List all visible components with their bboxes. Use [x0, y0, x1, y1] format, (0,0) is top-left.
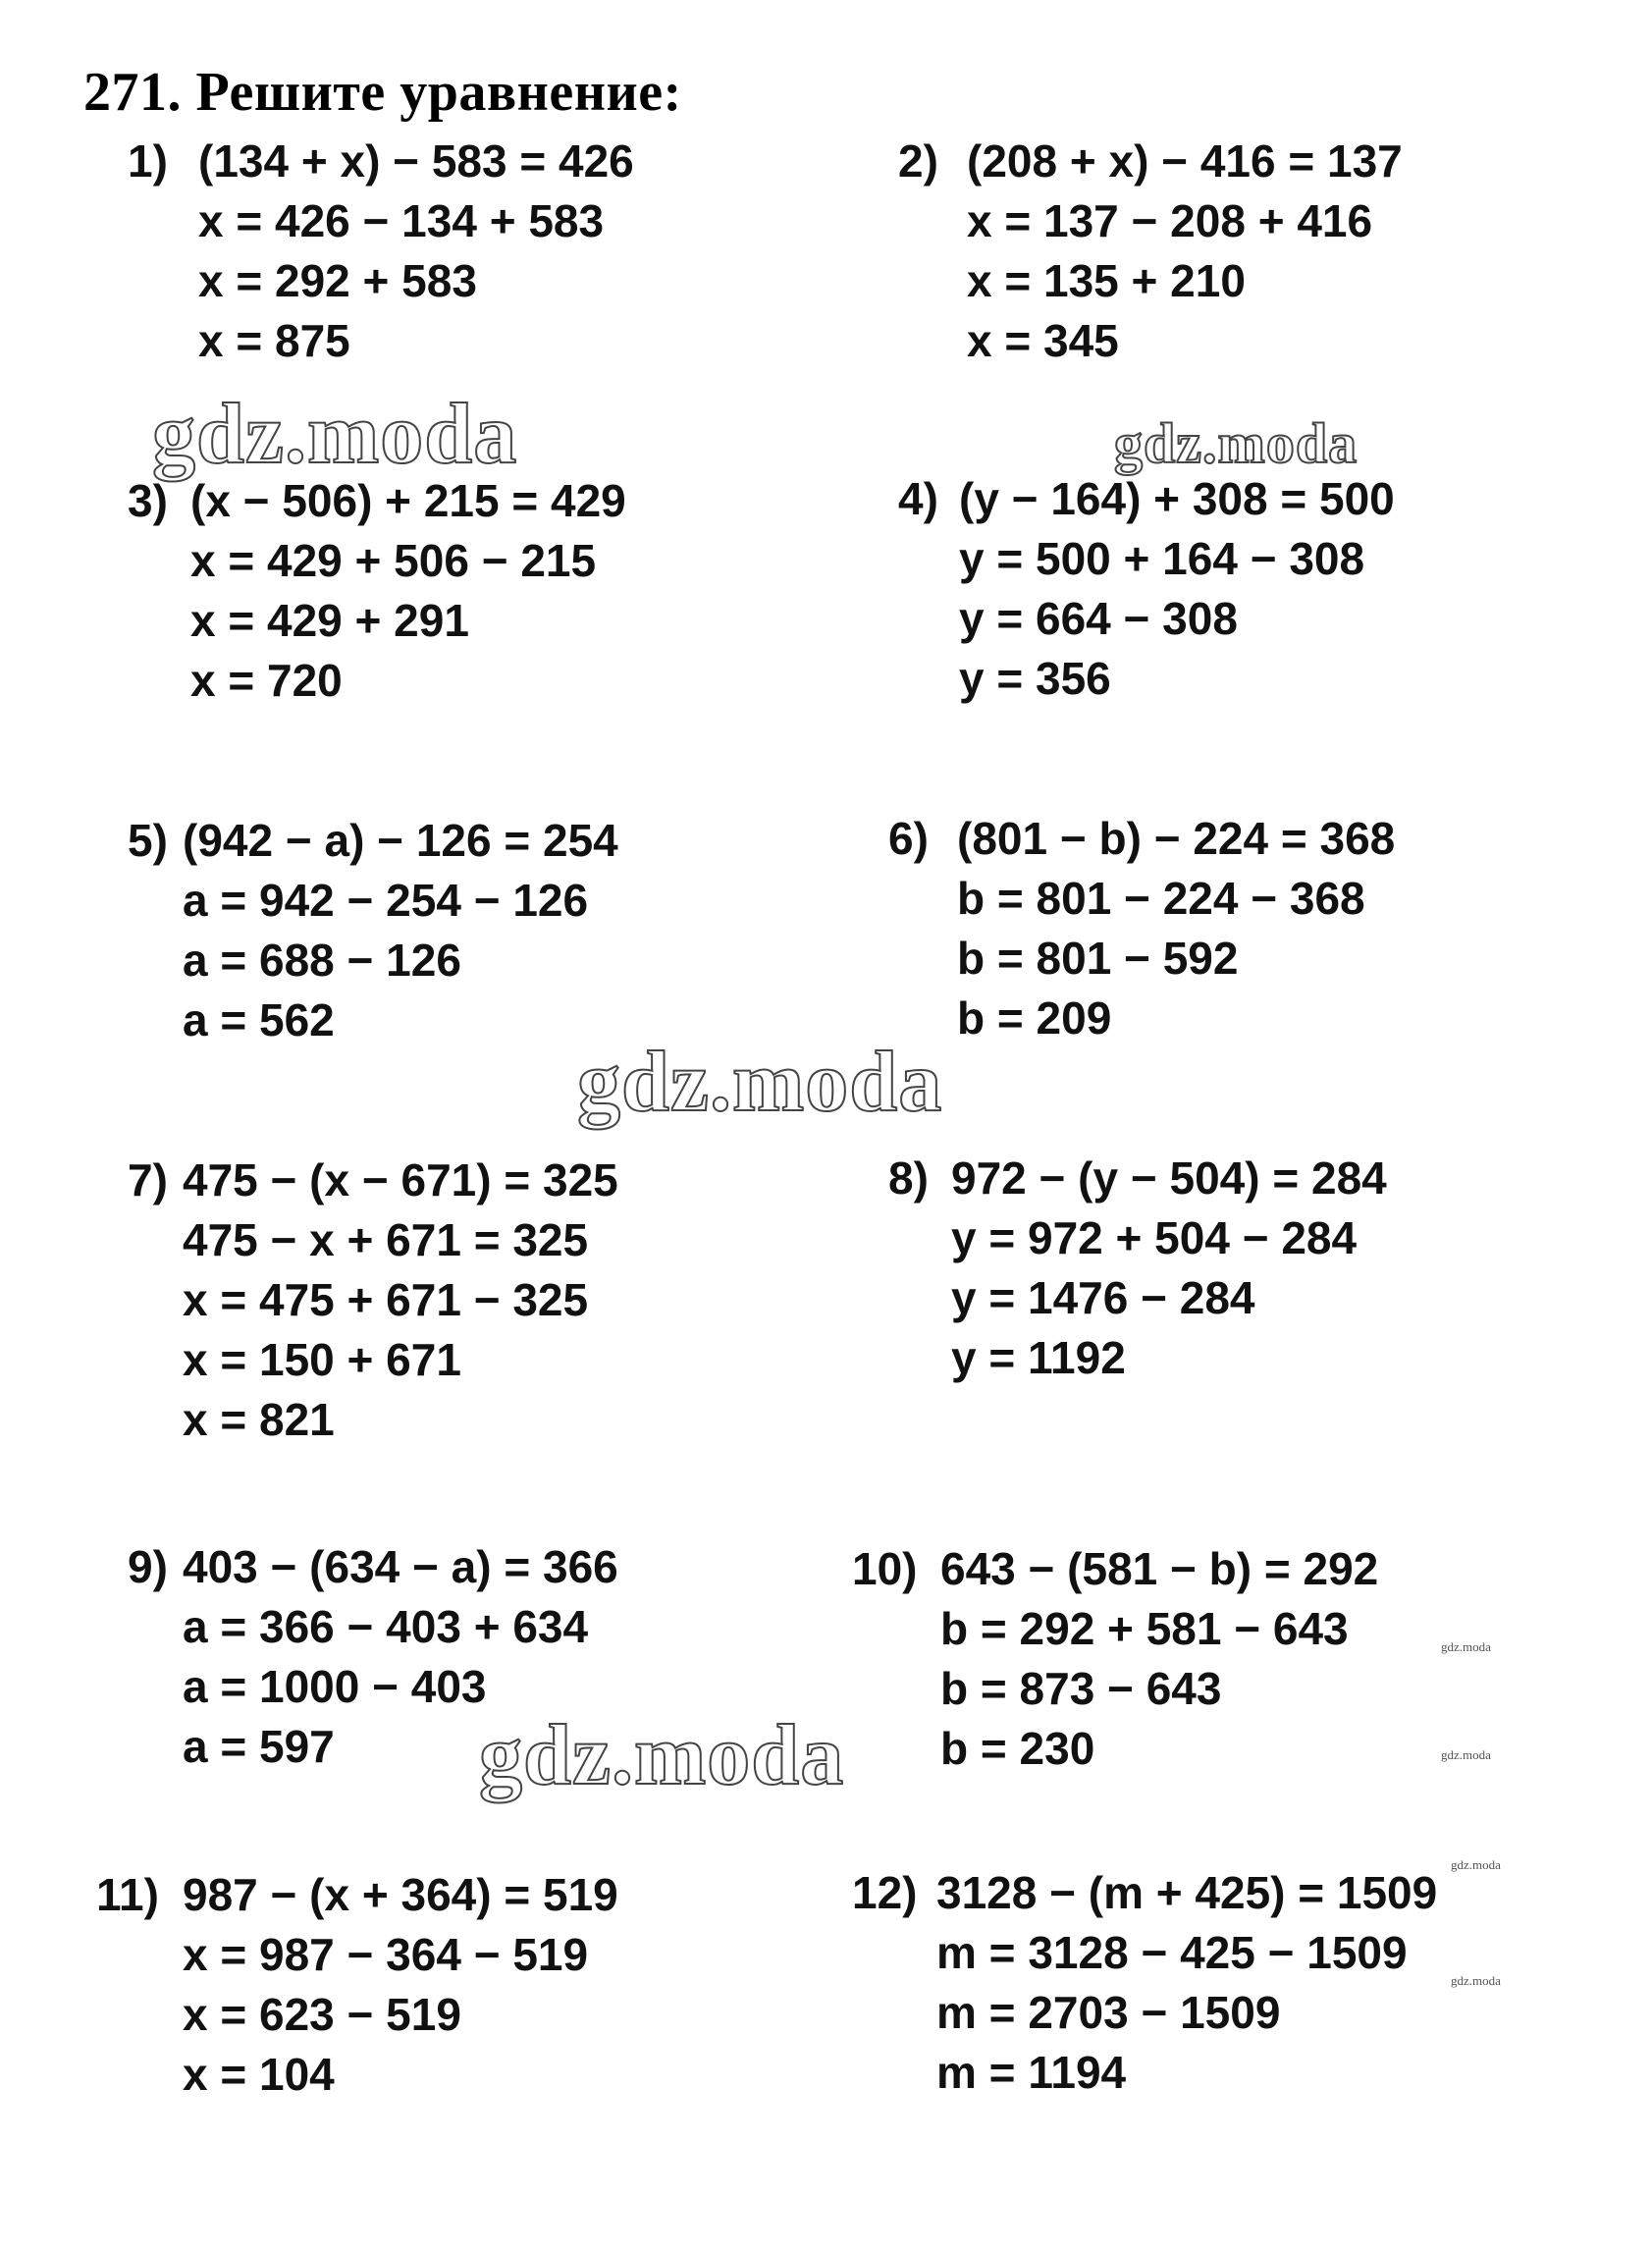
- equation: 643 − (581 − b) = 292: [940, 1543, 1379, 1594]
- equation: (x − 506) + 215 = 429: [190, 475, 626, 526]
- watermark: gdz.moda: [1441, 1747, 1491, 1762]
- solution-step: y = 1476 − 284: [951, 1272, 1255, 1323]
- solution-step: y = 500 + 164 − 308: [959, 533, 1365, 584]
- solution-answer: a = 597: [183, 1721, 335, 1772]
- watermark: gdz.moda: [479, 1708, 845, 1803]
- problem-number: 7): [128, 1154, 168, 1205]
- problem-number: 1): [128, 135, 168, 187]
- problem-7: [128, 1151, 618, 1450]
- problem-3: [128, 471, 626, 711]
- problem-number: 12): [852, 1867, 918, 1918]
- solution-answer: x = 345: [967, 315, 1119, 366]
- solution-step: y = 972 + 504 − 284: [951, 1212, 1358, 1263]
- problem-11: [96, 1865, 618, 2105]
- solution-answer: a = 562: [183, 994, 335, 1045]
- equation: (208 + x) − 416 = 137: [967, 135, 1403, 187]
- problem-1: [128, 132, 634, 371]
- problem-number: 5): [128, 815, 168, 866]
- problem-6: [888, 809, 1395, 1048]
- equation: (y − 164) + 308 = 500: [959, 473, 1395, 524]
- problem-number: 8): [888, 1152, 929, 1204]
- watermark: gdz.moda: [1451, 1857, 1501, 1872]
- solution-step: a = 942 − 254 − 126: [183, 875, 589, 926]
- solution-answer: x = 821: [183, 1394, 335, 1445]
- solution-step: 475 − x + 671 = 325: [183, 1214, 589, 1265]
- solution-step: y = 664 − 308: [959, 593, 1238, 644]
- equation: (942 − a) − 126 = 254: [183, 815, 618, 866]
- equation: 403 − (634 − a) = 366: [183, 1541, 618, 1592]
- solution-answer: x = 720: [190, 655, 343, 706]
- solution-step: x = 135 + 210: [967, 255, 1246, 306]
- problem-number: 4): [898, 473, 938, 524]
- solution-step: m = 2703 − 1509: [936, 1987, 1281, 2038]
- solution-answer: m = 1194: [936, 2047, 1127, 2098]
- solution-step: b = 801 − 224 − 368: [957, 873, 1365, 924]
- equation: 475 − (x − 671) = 325: [183, 1154, 618, 1205]
- solution-step: a = 1000 − 403: [183, 1661, 487, 1712]
- solution-answer: x = 104: [183, 2049, 335, 2100]
- solution-step: a = 688 − 126: [183, 935, 461, 986]
- solution-step: x = 426 − 134 + 583: [198, 195, 605, 246]
- problem-2: [898, 132, 1403, 371]
- solution-answer: b = 230: [940, 1723, 1095, 1774]
- solution-answer: y = 1192: [951, 1332, 1126, 1383]
- solution-step: b = 873 − 643: [940, 1663, 1222, 1714]
- problem-4: [898, 469, 1395, 709]
- equation: 987 − (x + 364) = 519: [183, 1869, 618, 1920]
- problem-12: [852, 1863, 1437, 2103]
- problem-8: [888, 1149, 1387, 1388]
- exercise-title: 271. Решите уравнение:: [83, 62, 682, 123]
- solution-answer: x = 875: [198, 315, 350, 366]
- equation: 972 − (y − 504) = 284: [951, 1152, 1387, 1204]
- solution-step: x = 623 − 519: [183, 1989, 461, 2040]
- problem-number: 11): [96, 1869, 159, 1920]
- problem-10: [852, 1539, 1378, 1779]
- equation: (134 + x) − 583 = 426: [198, 135, 634, 187]
- problem-number: 6): [888, 813, 929, 864]
- problem-number: 2): [898, 135, 938, 187]
- solution-step: b = 801 − 592: [957, 933, 1239, 984]
- equation: 3128 − (m + 425) = 1509: [936, 1867, 1438, 1918]
- solution-answer: y = 356: [959, 653, 1111, 704]
- problem-number: 10): [852, 1543, 918, 1594]
- solution-step: x = 429 + 291: [190, 595, 469, 646]
- problem-5: [128, 811, 618, 1050]
- problem-number: 3): [128, 475, 168, 526]
- solution-step: x = 292 + 583: [198, 255, 477, 306]
- solution-answer: b = 209: [957, 992, 1112, 1044]
- solution-step: a = 366 − 403 + 634: [183, 1601, 589, 1652]
- equation: (801 − b) − 224 = 368: [957, 813, 1396, 864]
- watermark: gdz.moda: [1114, 411, 1359, 475]
- solution-step: x = 137 − 208 + 416: [967, 195, 1373, 246]
- solution-step: x = 987 − 364 − 519: [183, 1929, 589, 1980]
- problem-number: 9): [128, 1541, 168, 1592]
- solution-step: x = 475 + 671 − 325: [183, 1274, 589, 1325]
- watermark: gdz.moda: [1451, 1973, 1501, 1988]
- watermark: gdz.moda: [577, 1035, 943, 1130]
- solution-step: x = 429 + 506 − 215: [190, 535, 597, 586]
- solution-step: b = 292 + 581 − 643: [940, 1603, 1349, 1654]
- watermark: gdz.moda: [152, 387, 518, 482]
- watermark: gdz.moda: [1441, 1639, 1491, 1654]
- solution-step: m = 3128 − 425 − 1509: [936, 1927, 1408, 1978]
- solution-step: x = 150 + 671: [183, 1334, 461, 1385]
